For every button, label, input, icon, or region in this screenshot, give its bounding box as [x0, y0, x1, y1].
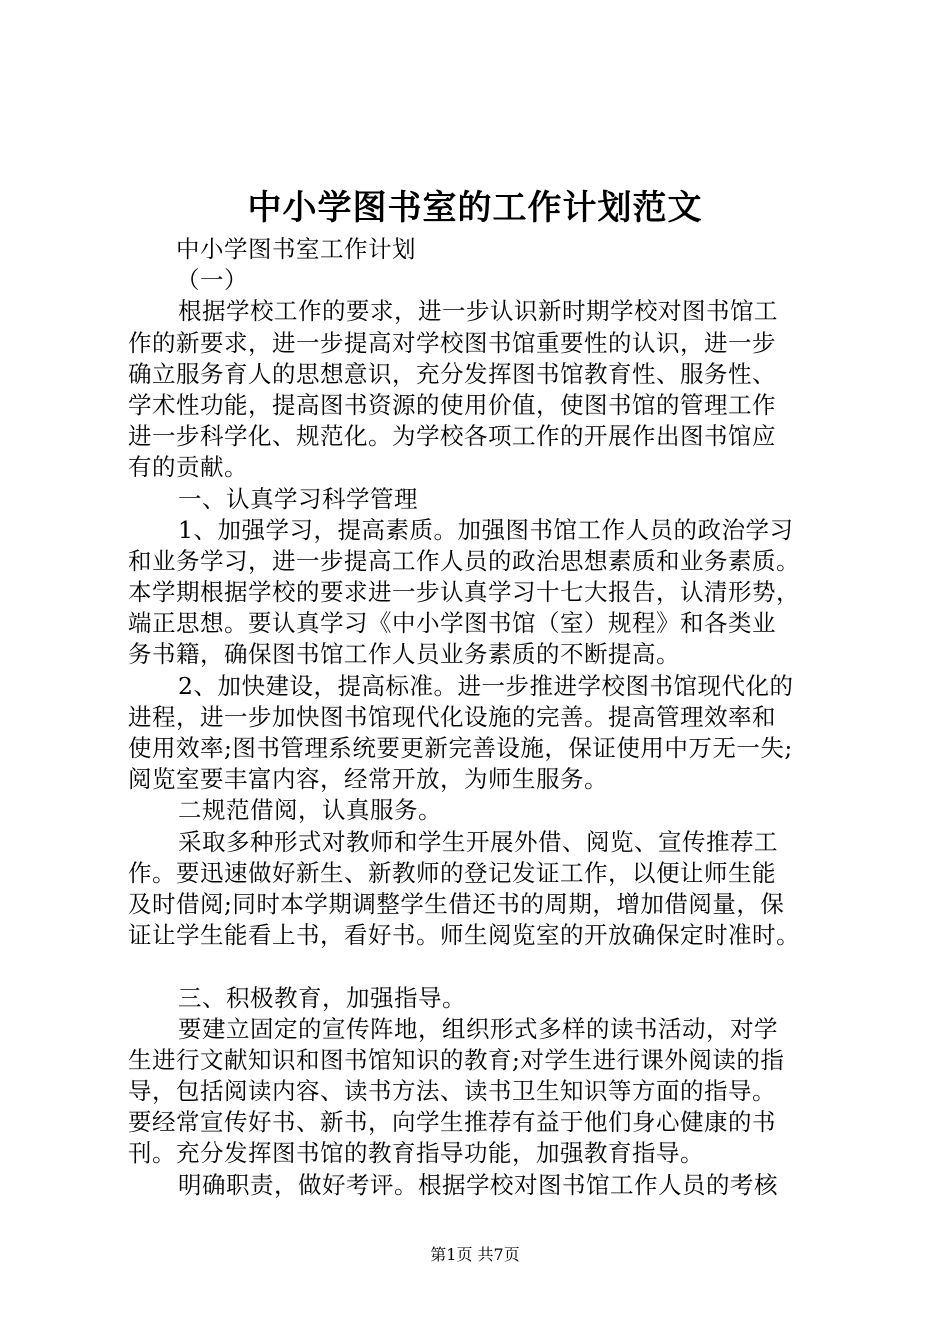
body-line: 本学期根据学校的要求进一步认真学习十七大报告，认清形势，: [128, 578, 800, 607]
body-line: 要经常宣传好书、新书，向学生推荐有益于他们身心健康的书: [128, 1108, 776, 1137]
body-line: 2、加快建设，提高标准。进一步推进学校图书馆现代化的: [178, 671, 794, 700]
body-line: 中小学图书室工作计划: [176, 235, 416, 263]
body-line: 有的贡献。: [128, 453, 248, 482]
body-line: 确立服务育人的思想意识，充分发挥图书馆教育性、服务性、: [128, 359, 776, 388]
body-line: 使用效率;图书管理系统要更新完善设施，保证使用中万无一失;: [128, 734, 793, 762]
page-footer: 第1页 共7页: [430, 1245, 520, 1264]
body-line: 明确职责，做好考评。根据学校对图书馆工作人员的考核: [178, 1170, 778, 1199]
body-line: 作。要迅速做好新生、新教师的登记发证工作，以便让师生能: [128, 858, 776, 887]
body-line: 务书籍，确保图书馆工作人员业务素质的不断提高。: [128, 640, 680, 669]
document-title: 中小学图书室的工作计划范文: [247, 188, 703, 228]
document-body: [128, 234, 836, 1201]
body-line: 采取多种形式对教师和学生开展外借、阅览、宣传推荐工: [178, 827, 778, 856]
body-line: 证让学生能看上书，看好书。师生阅览室的开放确保定时准时。: [128, 921, 800, 950]
body-line: 二规范借阅，认真服务。: [178, 796, 442, 825]
body-line: 要建立固定的宣传阵地，组织形式多样的读书活动，对学: [178, 1014, 778, 1043]
body-line: 端正思想。要认真学习《中小学图书馆（室）规程》和各类业: [128, 609, 776, 638]
body-line: 刊。充分发挥图书馆的教育指导功能，加强教育指导。: [128, 1139, 704, 1168]
body-line: 三、积极教育，加强指导。: [178, 983, 466, 1012]
body-line: 进程，进一步加快图书馆现代化设施的完善。提高管理效率和: [128, 702, 776, 731]
body-line: 学术性功能，提高图书资源的使用价值，使图书馆的管理工作: [128, 390, 776, 419]
body-line: 作的新要求，进一步提高对学校图书馆重要性的认识，进一步: [128, 328, 776, 357]
body-line: 一、认真学习科学管理: [178, 484, 418, 513]
body-line: 及时借阅;同时本学期调整学生借还书的周期，增加借阅量，保: [128, 889, 785, 918]
body-line: 1、加强学习，提高素质。加强图书馆工作人员的政治学习: [178, 515, 794, 544]
blank-line: [128, 951, 836, 982]
body-line: （一）: [176, 266, 248, 295]
body-line: 进一步科学化、规范化。为学校各项工作的开展作出图书馆应: [128, 422, 776, 451]
body-line: 生进行文献知识和图书馆知识的教育;对学生进行课外阅读的指: [128, 1045, 785, 1074]
body-line: 阅览室要丰富内容，经常开放，为师生服务。: [128, 765, 608, 794]
body-line: 和业务学习，进一步提高工作人员的政治思想素质和业务素质。: [128, 546, 800, 575]
body-line: 导，包括阅读内容、读书方法、读书卫生知识等方面的指导。: [128, 1077, 776, 1106]
body-line: 根据学校工作的要求，进一步认识新时期学校对图书馆工: [178, 297, 778, 326]
